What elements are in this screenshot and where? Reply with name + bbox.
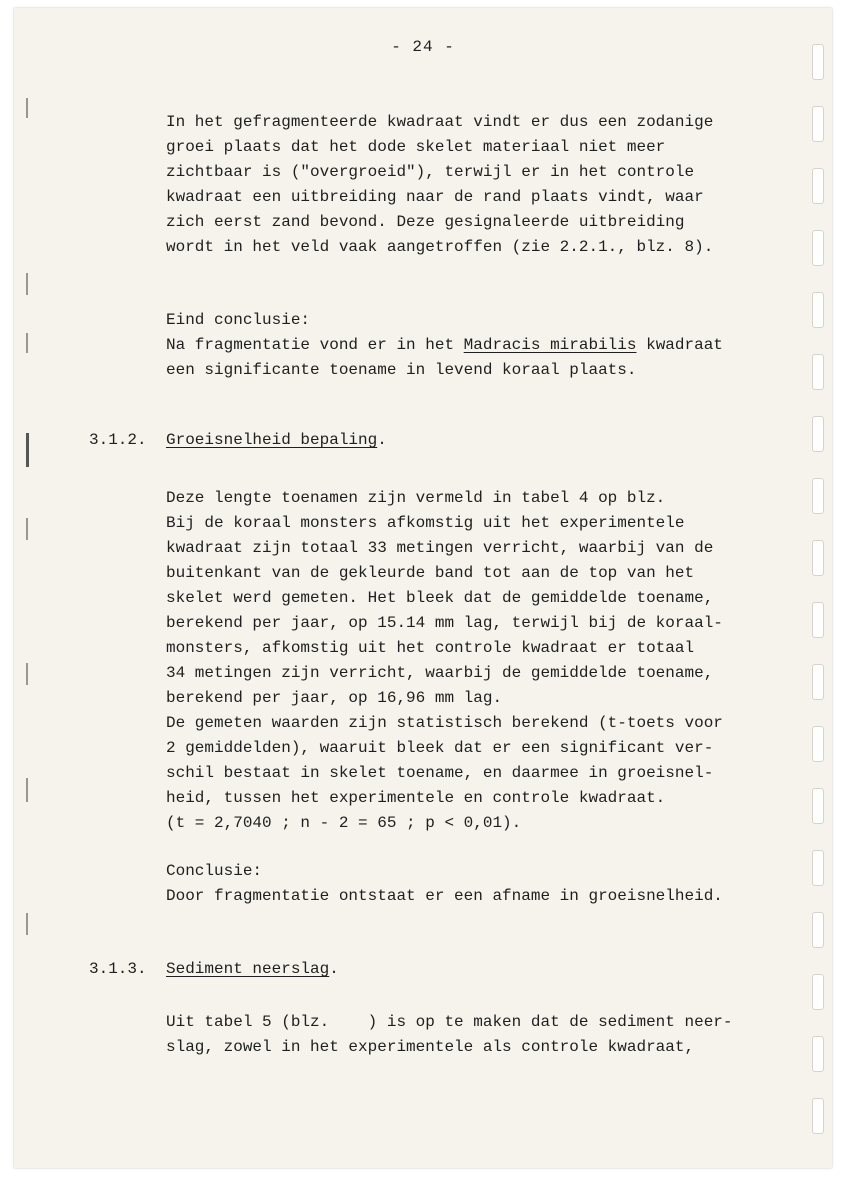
section-number: 3.1.2. <box>89 431 147 449</box>
text-line: kwadraat een uitbreiding naar de rand plaats vindt, waar <box>166 188 704 206</box>
text-line: Deze lengte toenamen zijn vermeld in tabel 4 op blz. <box>166 489 666 507</box>
edge-mark <box>26 333 28 353</box>
text-line: 34 metingen zijn verricht, waarbij de gemiddelde toename, <box>166 664 714 682</box>
statistics-line: (t = 2,7040 ; n - 2 = 65 ; p < 0,01). <box>166 814 522 832</box>
conclusion-label: Conclusie: <box>166 862 263 880</box>
edge-mark <box>26 913 28 935</box>
section-title-period: . <box>329 960 339 978</box>
binding-hole <box>812 416 824 452</box>
binding-hole <box>812 292 824 328</box>
edge-mark <box>26 778 28 802</box>
page-number: - 24 - <box>391 38 455 56</box>
section-number: 3.1.3. <box>89 960 147 978</box>
binding-hole <box>812 912 824 948</box>
section-title-period: . <box>377 431 387 449</box>
text-line: groei plaats dat het dode skelet materiaal niet meer <box>166 138 666 156</box>
binding-hole <box>812 230 824 266</box>
text-line: monsters, afkomstig uit het controle kwadraat er totaal <box>166 639 695 657</box>
text-line: De gemeten waarden zijn statistisch berekend (t-toets voor <box>166 714 723 732</box>
binding-hole <box>812 168 824 204</box>
text-line: heid, tussen het experimentele en controle kwadraat. <box>166 789 666 807</box>
edge-mark <box>26 273 28 295</box>
species-name: Madracis mirabilis <box>463 336 637 354</box>
section-title-text: Groeisnelheid bepaling <box>166 431 378 449</box>
section-title <box>166 960 339 978</box>
final-conclusion-line <box>166 333 723 357</box>
binding-hole <box>812 1036 824 1072</box>
text-line: zichtbaar is ("overgroeid"), terwijl er in het controle <box>166 163 695 181</box>
edge-mark <box>26 433 29 467</box>
edge-mark <box>26 98 28 118</box>
final-conclusion-label: Eind conclusie: <box>166 311 311 329</box>
binding-hole <box>812 664 824 700</box>
binding-hole <box>812 106 824 142</box>
binding-hole <box>812 974 824 1010</box>
section-title-text: Sediment neerslag <box>166 960 330 978</box>
section-title <box>166 431 387 449</box>
text-line: kwadraat zijn totaal 33 metingen verricht, waarbij van de <box>166 539 714 557</box>
binding-hole <box>812 1098 824 1134</box>
text-line: 2 gemiddelden), waaruit bleek dat er een significant ver- <box>166 739 714 757</box>
document-page <box>14 8 832 1168</box>
text-line: berekend per jaar, op 16,96 mm lag. <box>166 689 503 707</box>
binding-hole <box>812 788 824 824</box>
text-line: buitenkant van de gekleurde band tot aan de top van het <box>166 564 695 582</box>
edge-mark <box>26 518 28 540</box>
text-line: zich eerst zand bevond. Deze gesignaleerde uitbreiding <box>166 213 685 231</box>
edge-mark <box>26 663 28 685</box>
conclusion-text: Door fragmentatie ontstaat er een afname in groeisnelheid. <box>166 887 723 905</box>
text-line: berekend per jaar, op 15.14 mm lag, terwijl bij de koraal- <box>166 614 723 632</box>
binding-hole <box>812 478 824 514</box>
text-span: Na fragmentatie vond er in het <box>166 336 464 354</box>
binding-hole <box>812 354 824 390</box>
text-line: wordt in het veld vaak aangetroffen (zie 2.2.1., blz. 8). <box>166 238 714 256</box>
binding-hole <box>812 850 824 886</box>
text-line: Bij de koraal monsters afkomstig uit het experimentele <box>166 514 685 532</box>
text-line: Uit tabel 5 (blz. ) is op te maken dat de sediment neer- <box>166 1013 733 1031</box>
binding-hole <box>812 602 824 638</box>
text-line: schil bestaat in skelet toename, en daarmee in groeisnel- <box>166 764 714 782</box>
binding-hole <box>812 726 824 762</box>
text-line: skelet werd gemeten. Het bleek dat de gemiddelde toename, <box>166 589 714 607</box>
binding-hole <box>812 540 824 576</box>
text-span: kwadraat <box>636 336 723 354</box>
text-line: In het gefragmenteerde kwadraat vindt er dus een zodanige <box>166 113 714 131</box>
text-line: slag, zowel in het experimentele als controle kwadraat, <box>166 1038 695 1056</box>
final-conclusion-line: een significante toename in levend koraal plaats. <box>166 361 637 379</box>
